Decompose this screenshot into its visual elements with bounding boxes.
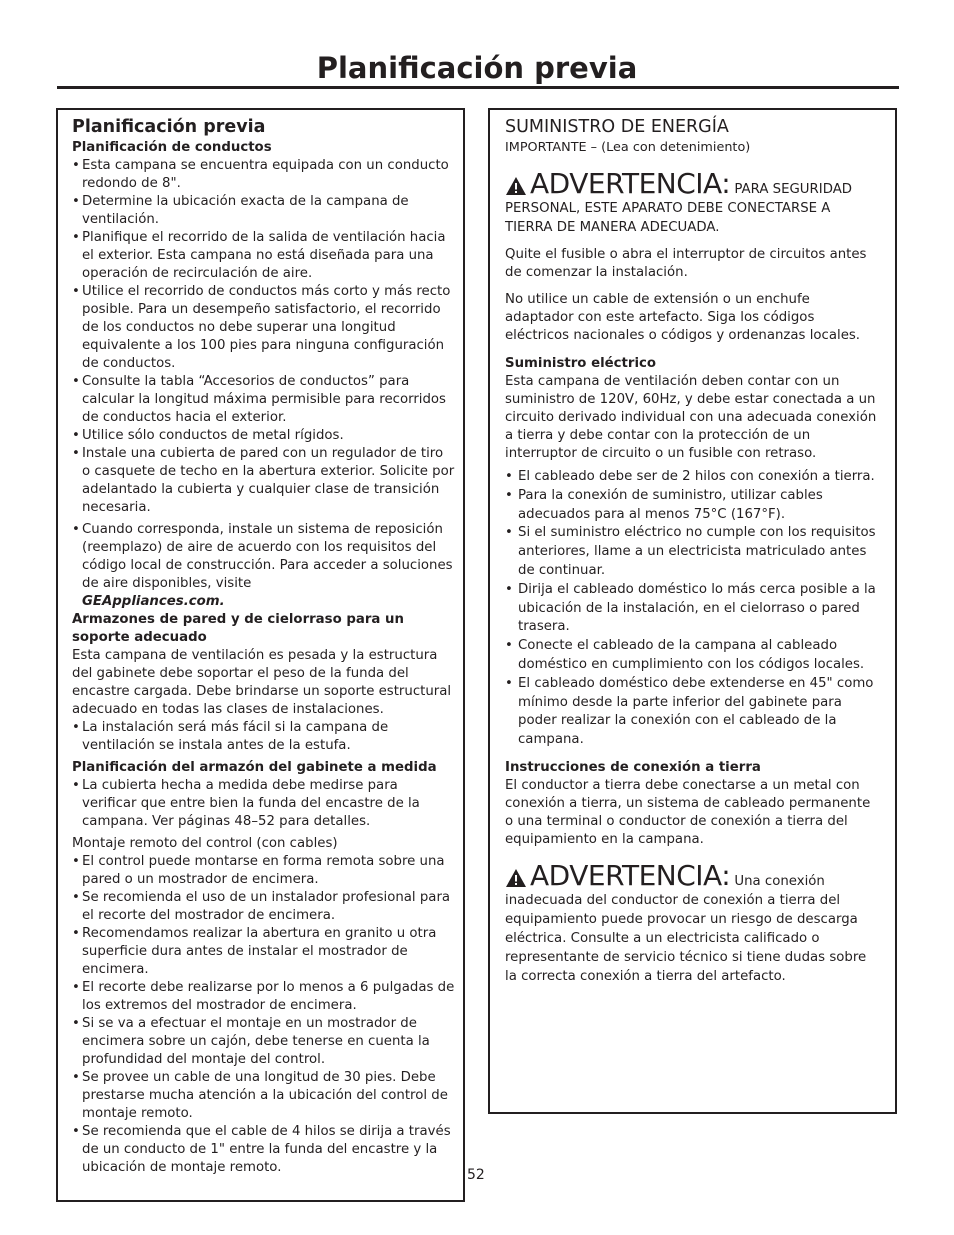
frames-paragraph: Esta campana de ventilación es pesada y la estructura del gabinete debe soportar el peso de la funda del encastre cargada. Debe brindarse un soporte estructural adecuado en todas las clases de instalaciones. xyxy=(72,648,452,717)
list-item: • Utilice el recorrido de conductos más corto y más recto posible. Para un desempeño satisfactorio, el recorrido de los conductos no debe superar una longitud equivalente a los 100 pies para ninguna configuración de conductos. xyxy=(72,283,455,373)
warning-triangle-icon xyxy=(505,868,527,888)
list-item: • Planifique el recorrido de la salida de ventilación hacia el exterior. Esta campana no está diseñada para una operación de recirculación de aire. xyxy=(72,229,455,283)
frames-list xyxy=(72,719,455,755)
list-item: • El recorte debe realizarse por lo menos a 6 pulgadas de los extremos del mostrador de encimera. xyxy=(72,979,455,1015)
remote-heading: Montaje remoto del control (con cables) xyxy=(72,836,338,851)
fuse-paragraph: Quite el fusible o abra el interruptor de circuitos antes de comenzar la instalación. xyxy=(505,247,867,280)
list-item: • La instalación será más fácil si la campana de ventilación se instala antes de la estufa. xyxy=(72,719,455,755)
ge-appliances-link[interactable]: GEAppliances.com. xyxy=(82,594,225,609)
list-item: • Determine la ubicación exacta de la campana de ventilación. xyxy=(72,193,455,229)
planning-box xyxy=(56,108,465,1202)
warning-label xyxy=(505,858,731,892)
warning-shock-text: Una conexión inadecuada del conductor de conexión a tierra del equipamiento puede provocar un riesgo de descarga eléctrica. Consulte a un electricista calificado o representante de servicio técnico si tiene dudas sobre la correcta conexión a tierra del artefacto. xyxy=(505,873,867,984)
list-item: • Utilice sólo conductos de metal rígidos. xyxy=(72,427,455,445)
power-supply-box xyxy=(488,108,897,1114)
list-item: • Conecte el cableado de la campana al cableado doméstico en cumplimiento con los códigos locales. xyxy=(505,637,881,675)
list-item: • Si se va a efectuar el montaje en un mostrador de encimera sobre un cajón, debe tenerse en cuenta la profundidad del montaje del control. xyxy=(72,1015,455,1069)
page-number: 52 xyxy=(467,1167,485,1183)
power-supply-title: SUMINISTRO DE ENERGÍA xyxy=(505,117,729,137)
list-item: • El cableado debe ser de 2 hilos con conexión a tierra. xyxy=(505,468,881,487)
ducts-heading: Planificación de conductos xyxy=(72,140,272,155)
ground-heading: Instrucciones de conexión a tierra xyxy=(505,759,761,775)
warning-grounding xyxy=(505,169,881,237)
warning-word: ADVERTENCIA: xyxy=(530,167,731,200)
list-item: • El control puede montarse en forma remota sobre una pared o un mostrador de encimera. xyxy=(72,853,455,889)
warning-grounding-text: PARA SEGURIDAD PERSONAL, ESTE APARATO DEBE CONECTARSE A TIERRA DE MANERA ADECUADA. xyxy=(505,182,853,235)
remote-list xyxy=(72,853,455,1177)
warning-word: ADVERTENCIA: xyxy=(530,858,731,892)
important-note: IMPORTANTE – (Lea con detenimiento) xyxy=(505,140,751,155)
list-item: • Se recomienda que el cable de 4 hilos se dirija a través de un conducto de 1" entre la funda del encastre y la ubicación de montaje remoto. xyxy=(72,1123,455,1177)
list-item: • Recomendamos realizar la abertura en granito u otra superficie dura antes de instalar el mostrador de encimera. xyxy=(72,925,455,979)
list-item: • La cubierta hecha a medida debe medirse para verificar que entre bien la funda del encastre de la campana. Ver páginas 48–52 para detalles. xyxy=(72,777,455,831)
list-item: • Dirija el cableado doméstico lo más cerca posible a la ubicación de la instalación, en el cielorraso o pared trasera. xyxy=(505,581,881,637)
warning-label xyxy=(505,169,730,199)
ground-paragraph: El conductor a tierra debe conectarse a un metal con conexión a tierra, un sistema de cableado permanente o una terminal o conductor de conexión a tierra del equipamiento en la campana. xyxy=(505,777,871,847)
frames-heading: Armazones de pared y de cielorraso para un soporte adecuado xyxy=(72,612,404,645)
list-item: • Para la conexión de suministro, utilizar cables adecuados para al menos 75°C (167°F). xyxy=(505,487,881,525)
list-item: • Esta campana se encuentra equipada con un conducto redondo de 8". xyxy=(72,157,455,193)
ducts-list xyxy=(72,157,455,611)
list-item-air-supply xyxy=(72,521,455,611)
list-item: • Consulte la tabla “Accesorios de conductos” para calcular la longitud máxima permisible para recorridos de conductos hacia el exterior. xyxy=(72,373,455,427)
cabinet-list xyxy=(72,777,455,831)
title-rule xyxy=(57,86,899,89)
cabinet-heading: Planificación del armazón del gabinete a medida xyxy=(72,760,437,775)
list-item: • Se provee un cable de una longitud de 30 pies. Debe prestarse mucha atención a la ubicación del control de montaje remoto. xyxy=(72,1069,455,1123)
list-item: • Instale una cubierta de pared con un regulador de tiro o casquete de techo en la abertura exterior. Solicite por adelantado la cubierta y cualquier clase de transición necesaria. xyxy=(72,445,455,517)
warning-shock xyxy=(505,858,881,986)
planning-title: Planificación previa xyxy=(72,117,266,137)
list-item: • Si el suministro eléctrico no cumple con los requisitos anteriores, llame a un electricista matriculado antes de continuar. xyxy=(505,524,881,580)
supply-heading: Suministro eléctrico xyxy=(505,356,657,371)
supply-paragraph: Esta campana de ventilación deben contar con un suministro de 120V, 60Hz, y debe estar conectada a un circuito derivado individual con una adecuada conexión a tierra y debe contar con la protección de un interruptor de circuito o un fusible con retraso. xyxy=(505,374,877,461)
warning-triangle-icon xyxy=(505,176,527,196)
list-item: • El cableado doméstico debe extenderse en 45" como mínimo desde la parte inferior del gabinete para poder realizar la conexión con el cableado de la campana. xyxy=(505,675,881,750)
list-item: • Se recomienda el uso de un instalador profesional para el recorte del mostrador de encimera. xyxy=(72,889,455,925)
extension-cord-paragraph: No utilice un cable de extensión o un enchufe adaptador con este artefacto. Siga los códigos eléctricos nacionales o códigos y ordenanzas locales. xyxy=(505,292,861,343)
supply-list xyxy=(505,468,881,750)
air-supply-text: Cuando corresponda, instale un sistema de reposición (reemplazo) de aire de acuerdo con los requisitos del código local de construcción. Para acceder a soluciones de aire disponibles, visite xyxy=(82,522,453,591)
page-title: Planificación previa xyxy=(316,51,638,85)
